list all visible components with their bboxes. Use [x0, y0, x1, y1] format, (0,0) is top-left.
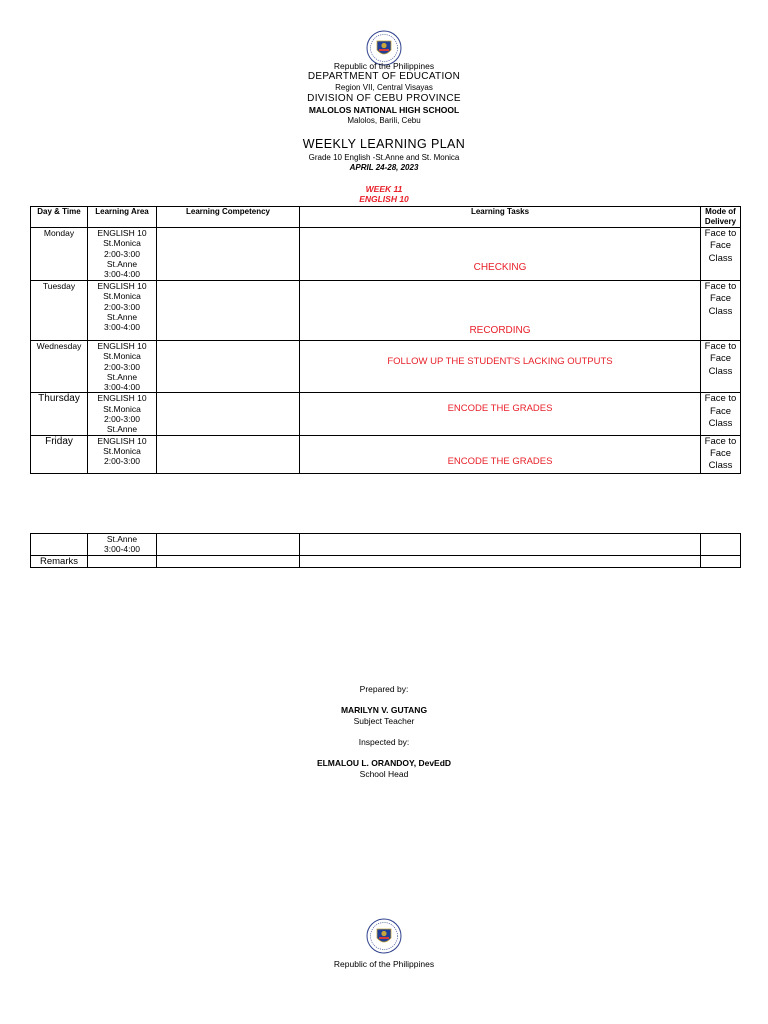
prepared-by-role: Subject Teacher [353, 716, 415, 726]
table-row [31, 228, 741, 281]
area-cell [88, 393, 157, 435]
task-cell [300, 555, 701, 567]
task-text: ENCODE THE GRADES [447, 403, 553, 415]
mode-cell [701, 555, 741, 567]
task-cell [300, 341, 701, 393]
inspected-by-role: School Head [359, 769, 409, 779]
header-mode-of-delivery: Mode of Delivery [701, 207, 741, 228]
mode-line: Face to [704, 435, 737, 447]
area-time: 2:00-3:00 [104, 248, 140, 259]
task-cell [300, 534, 701, 556]
mode-line: Face to [704, 341, 737, 352]
table-row [31, 281, 741, 341]
header-learning-area: Learning Area [88, 207, 157, 228]
task-cell [300, 435, 701, 473]
area-cell [88, 534, 157, 556]
learning-plan-table-continued [30, 533, 741, 568]
inspected-by-name: ELMALOU L. ORANDOY, DevEdD [316, 758, 452, 768]
area-time: 2:00-3:00 [104, 456, 140, 467]
area-time: 3:00-4:00 [104, 322, 140, 333]
mode-line: Face to [704, 228, 737, 239]
area-time: 2:00-3:00 [104, 361, 140, 372]
area-cell [88, 435, 157, 473]
day-cell: Monday [31, 228, 88, 281]
competency-cell [157, 555, 300, 567]
task-text: FOLLOW UP THE STUDENT'S LACKING OUTPUTS [387, 356, 613, 367]
footer-republic-line: Republic of the Philippines [333, 959, 435, 969]
week-label: WEEK 11 [365, 184, 403, 194]
school-name: MALOLOS NATIONAL HIGH SCHOOL [308, 105, 460, 115]
plan-grade: Grade 10 English -St.Anne and St. Monica [308, 153, 460, 162]
area-subject: ENGLISH 10 [97, 281, 147, 291]
mode-line: Class [708, 418, 733, 430]
header-learning-competency: Learning Competency [157, 207, 300, 228]
day-cell [31, 534, 88, 556]
day-cell: Thursday [31, 393, 88, 435]
mode-line: Class [708, 305, 733, 317]
day-cell: Friday [31, 435, 88, 473]
prepared-by-label: Prepared by: [359, 684, 409, 694]
competency-cell [157, 281, 300, 341]
area-cell [88, 281, 157, 341]
area-section: St.Monica [103, 351, 141, 362]
day-cell: Wednesday [31, 341, 88, 393]
mode-line: Face to [704, 281, 737, 292]
area-cell [88, 228, 157, 281]
mode-cell [701, 393, 741, 435]
area-cell [88, 341, 157, 393]
competency-cell [157, 393, 300, 435]
table-header-row [31, 207, 741, 228]
mode-line: Class [708, 460, 733, 472]
competency-cell [157, 228, 300, 281]
area-time: 3:00-4:00 [104, 269, 140, 280]
school-address: Malolos, Barili, Cebu [347, 116, 421, 125]
area-subject: ENGLISH 10 [97, 393, 147, 404]
plan-title: WEEKLY LEARNING PLAN [302, 137, 466, 151]
task-cell [300, 281, 701, 341]
mode-line: Class [708, 365, 733, 377]
area-time: 3:00-4:00 [104, 544, 140, 555]
remarks-label: Remarks [31, 555, 88, 567]
mode-cell [701, 228, 741, 281]
competency-cell [157, 435, 300, 473]
area-section: St.Monica [103, 403, 141, 414]
mode-cell [701, 281, 741, 341]
header-learning-tasks: Learning Tasks [300, 207, 701, 228]
table-row [31, 393, 741, 435]
area-section: St.Anne [106, 534, 138, 544]
deped-seal-icon [366, 918, 402, 954]
mode-line: Face [709, 293, 732, 305]
area-time: 2:00-3:00 [104, 301, 140, 312]
mode-cell [701, 341, 741, 393]
task-cell [300, 228, 701, 281]
area-subject: ENGLISH 10 [97, 341, 147, 351]
department-line: DEPARTMENT OF EDUCATION [307, 71, 461, 82]
region-line: Region VII, Central Visayas [335, 83, 433, 92]
division-line: DIVISION OF CEBU PROVINCE [307, 93, 461, 104]
table-row [31, 534, 741, 556]
subject-label: ENGLISH 10 [359, 194, 409, 204]
mode-line: Face [709, 405, 732, 417]
prepared-by-name: MARILYN V. GUTANG [340, 705, 428, 715]
area-subject: ENGLISH 10 [97, 228, 147, 238]
mode-line: Face [709, 353, 732, 365]
mode-cell [701, 435, 741, 473]
competency-cell [157, 534, 300, 556]
area-section: St.Anne [106, 424, 138, 435]
header-day-time: Day & Time [31, 207, 88, 228]
mode-line: Face [709, 447, 732, 459]
table-row [31, 341, 741, 393]
remarks-row [31, 555, 741, 567]
day-cell: Tuesday [31, 281, 88, 341]
area-subject: ENGLISH 10 [97, 435, 147, 446]
area-section: St.Anne [106, 371, 138, 382]
inspected-by-label: Inspected by: [358, 737, 410, 747]
area-time: 2:00-3:00 [104, 414, 140, 425]
area-section: St.Monica [103, 238, 141, 249]
table-row [31, 435, 741, 473]
area-time: 3:00-4:00 [104, 382, 140, 393]
competency-cell [157, 341, 300, 393]
plan-dates: APRIL 24-28, 2023 [349, 163, 419, 172]
task-text: RECORDING [469, 325, 531, 336]
area-section: St.Monica [103, 291, 141, 302]
mode-line: Face [709, 240, 732, 252]
area-cell [88, 555, 157, 567]
task-cell [300, 393, 701, 435]
area-section: St.Monica [103, 445, 141, 456]
task-text: CHECKING [473, 262, 527, 273]
mode-line: Class [708, 252, 733, 264]
mode-cell [701, 534, 741, 556]
learning-plan-table [30, 206, 741, 474]
mode-line: Face to [704, 393, 737, 405]
task-text: ENCODE THE GRADES [447, 455, 553, 467]
area-section: St.Anne [106, 258, 138, 269]
republic-line: Republic of the Philippines [333, 61, 435, 71]
area-section: St.Anne [106, 311, 138, 322]
